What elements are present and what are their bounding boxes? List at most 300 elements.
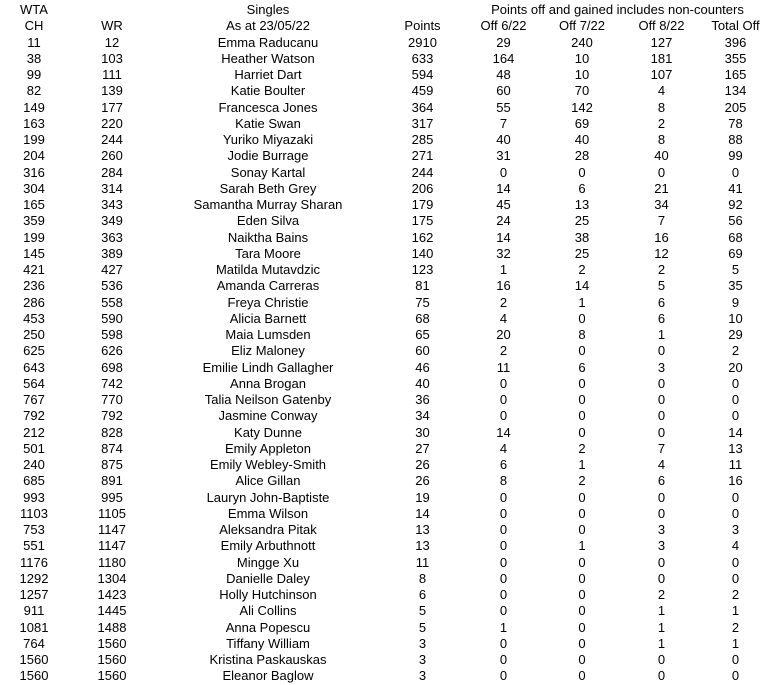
world-ranking-cell: 220 (101, 115, 123, 131)
world-ranking-cell: 891 (101, 473, 123, 489)
table-row (0, 83, 770, 99)
off-7-22-cell: 142 (571, 99, 593, 115)
career-high-cell: 1081 (19, 619, 49, 635)
off-6-22-cell: 32 (496, 245, 511, 261)
world-ranking-cell: 995 (101, 489, 123, 505)
career-high-cell: 643 (23, 359, 45, 375)
off-8-22-cell: 0 (657, 570, 666, 586)
total-off-cell: 88 (728, 132, 743, 147)
singles-label: Singles (246, 2, 290, 17)
career-high-cell: 145 (23, 245, 45, 261)
career-high-cell: 38 (26, 50, 42, 66)
world-ranking-cell: 742 (101, 375, 123, 391)
off-8-22-cell: 181 (650, 50, 673, 66)
off-7-22-cell: 0 (578, 164, 586, 180)
player-name-cell: Anna Brogan (230, 375, 306, 391)
career-high-cell: 236 (23, 278, 45, 294)
off-6-22-cell: 31 (496, 148, 511, 164)
points-cell: 26 (415, 473, 430, 489)
off-7-22-cell: 25 (574, 245, 590, 261)
off-6-22-cell: 48 (496, 67, 511, 82)
points-cell: 81 (415, 278, 430, 294)
table-header-columns (0, 18, 770, 34)
table-row (0, 132, 770, 148)
player-name-cell: Samantha Murray Sharan (193, 197, 343, 212)
total-off-cell: 14 (728, 424, 743, 440)
off-7-22-cell: 0 (578, 570, 586, 586)
wta-label: WTA (20, 2, 48, 17)
world-ranking-cell: 598 (101, 327, 123, 342)
player-name-cell: Talia Neilson Gatenby (204, 392, 332, 407)
career-high-cell: 1176 (20, 554, 48, 570)
points-cell: 11 (415, 554, 430, 570)
total-off-cell: 0 (731, 554, 740, 570)
column-header-wr: WR (101, 18, 123, 34)
points-cell: 36 (415, 392, 430, 407)
total-off-cell: 0 (731, 375, 740, 391)
off-7-22-cell: 0 (578, 505, 586, 521)
off-7-22-cell: 0 (578, 343, 586, 359)
world-ranking-cell: 874 (101, 440, 123, 456)
total-off-cell: 1 (731, 635, 740, 651)
table-header-top (0, 2, 770, 18)
table-row (0, 262, 770, 278)
column-header-points: Points (404, 18, 441, 34)
table-row (0, 668, 770, 684)
off-8-22-cell: 6 (657, 310, 666, 326)
world-ranking-cell: 1560 (97, 668, 127, 684)
world-ranking-cell: 1304 (97, 570, 127, 586)
world-ranking-cell: 1445 (97, 603, 127, 619)
off-8-22-cell: 2 (657, 262, 666, 277)
off-7-22-cell: 240 (571, 34, 593, 50)
off-7-22-cell: 0 (578, 310, 586, 326)
table-row (0, 311, 770, 327)
off-7-22-cell: 1 (578, 538, 586, 554)
off-6-22-cell: 0 (499, 375, 508, 391)
off-7-22-cell: 14 (574, 278, 590, 294)
world-ranking-cell: 536 (101, 278, 123, 294)
off-8-22-cell: 0 (657, 164, 666, 180)
world-ranking-cell: 1180 (98, 554, 126, 570)
points-cell: 594 (411, 67, 434, 82)
points-cell: 13 (415, 522, 430, 537)
points-cell: 34 (415, 408, 430, 424)
off-6-22-cell: 0 (499, 587, 508, 602)
points-cell: 14 (415, 505, 430, 521)
world-ranking-cell: 111 (102, 67, 122, 82)
player-name-cell: Aleksandra Pitak (219, 522, 317, 537)
total-off-cell: 29 (728, 327, 743, 342)
total-off-cell: 355 (724, 50, 747, 66)
player-name-cell: Alice Gillan (235, 473, 301, 489)
player-name-cell: Mingge Xu (236, 554, 300, 570)
player-name-cell: Emma Wilson (227, 505, 309, 521)
off-7-22-cell: 69 (574, 115, 590, 131)
off-6-22-cell: 0 (499, 635, 508, 651)
total-off-cell: 3 (731, 522, 740, 537)
off-8-22-cell: 1 (657, 603, 666, 619)
world-ranking-cell: 314 (101, 180, 123, 196)
off-7-22-cell: 25 (574, 213, 590, 229)
column-header-ch: CH (24, 18, 44, 34)
off-7-22-cell: 40 (574, 132, 590, 147)
points-cell: 26 (415, 457, 430, 472)
world-ranking-cell: 389 (101, 245, 123, 261)
points-cell: 5 (418, 603, 427, 619)
off-8-22-cell: 0 (657, 668, 666, 684)
career-high-cell: 911 (23, 603, 45, 619)
player-name-cell: Sonay Kartal (230, 164, 306, 180)
career-high-cell: 453 (23, 310, 45, 326)
off-8-22-cell: 7 (657, 213, 666, 229)
player-name-cell: Emily Appleton (225, 440, 311, 456)
world-ranking-cell: 770 (101, 392, 123, 407)
career-high-cell: 250 (23, 327, 45, 342)
off-6-22-cell: 2 (499, 294, 508, 310)
total-off-cell: 16 (728, 473, 743, 489)
career-high-cell: 421 (23, 262, 45, 277)
total-off-cell: 92 (728, 197, 743, 212)
career-high-cell: 212 (23, 424, 45, 440)
off-7-22-cell: 6 (578, 359, 586, 375)
world-ranking-cell: 1147 (98, 522, 126, 537)
career-high-cell: 764 (23, 635, 45, 651)
player-name-cell: Sarah Beth Grey (219, 180, 317, 196)
off-6-22-cell: 0 (499, 522, 508, 537)
off-7-22-cell: 0 (578, 554, 586, 570)
off-8-22-cell: 1 (657, 619, 666, 635)
off-7-22-cell: 13 (574, 197, 590, 212)
off-6-22-cell: 0 (499, 652, 508, 667)
points-note-label: Points off and gained includes non-counters (491, 2, 744, 17)
player-name-cell: Emma Raducanu (217, 34, 319, 50)
off-7-22-cell: 28 (574, 148, 590, 164)
off-8-22-cell: 0 (657, 554, 666, 570)
column-header-total-off: Total Off (711, 18, 760, 34)
points-cell: 459 (411, 83, 434, 99)
off-8-22-cell: 6 (657, 294, 666, 310)
table-row (0, 51, 770, 67)
table-row (0, 165, 770, 181)
off-7-22-cell: 0 (578, 522, 586, 537)
points-cell: 30 (415, 424, 430, 440)
off-8-22-cell: 12 (654, 245, 669, 261)
table-row (0, 343, 770, 359)
player-name-cell: Anna Popescu (225, 619, 311, 635)
career-high-cell: 685 (23, 473, 45, 489)
table-row (0, 327, 770, 343)
off-7-22-cell: 0 (578, 392, 586, 407)
career-high-cell: 625 (23, 343, 45, 359)
off-8-22-cell: 5 (657, 278, 666, 294)
total-off-cell: 0 (731, 392, 740, 407)
points-cell: 364 (411, 99, 434, 115)
career-high-cell: 316 (23, 164, 45, 180)
player-name-cell: Eleanor Baglow (222, 668, 314, 684)
player-name-cell: Matilda Mutavdzic (215, 262, 321, 277)
table-row (0, 376, 770, 392)
world-ranking-cell: 875 (101, 457, 123, 472)
total-off-cell: 205 (724, 99, 747, 115)
career-high-cell: 1292 (19, 570, 49, 586)
total-off-cell: 41 (728, 180, 743, 196)
off-8-22-cell: 21 (654, 180, 669, 196)
world-ranking-cell: 139 (101, 83, 123, 99)
off-6-22-cell: 0 (499, 164, 508, 180)
total-off-cell: 35 (728, 278, 743, 294)
career-high-cell: 82 (26, 83, 42, 99)
off-8-22-cell: 8 (657, 99, 666, 115)
off-6-22-cell: 7 (499, 115, 508, 131)
off-8-22-cell: 34 (654, 197, 669, 212)
player-name-cell: Jasmine Conway (218, 408, 318, 424)
world-ranking-cell: 349 (101, 213, 123, 229)
total-off-cell: 0 (731, 408, 740, 424)
table-row (0, 506, 770, 522)
off-7-22-cell: 0 (578, 424, 586, 440)
career-high-cell: 204 (23, 148, 45, 164)
table-row (0, 652, 770, 668)
world-ranking-cell: 626 (101, 343, 123, 359)
off-8-22-cell: 1 (657, 635, 666, 651)
off-7-22-cell: 0 (578, 635, 586, 651)
player-name-cell: Emily Arbuthnott (220, 538, 316, 554)
off-6-22-cell: 2 (499, 343, 508, 359)
total-off-cell: 11 (728, 457, 743, 472)
points-cell: 271 (411, 148, 434, 164)
world-ranking-cell: 1488 (97, 619, 127, 635)
column-header-off-6-22: Off 6/22 (480, 18, 527, 34)
player-name-cell: Eden Silva (236, 213, 300, 229)
career-high-cell: 304 (23, 180, 45, 196)
player-name-cell: Katy Dunne (234, 424, 302, 440)
off-6-22-cell: 60 (496, 83, 511, 99)
off-8-22-cell: 2 (657, 115, 666, 131)
world-ranking-cell: 177 (101, 99, 123, 115)
player-name-cell: Holly Hutchinson (219, 587, 317, 602)
off-8-22-cell: 107 (650, 67, 673, 82)
total-off-cell: 10 (728, 310, 743, 326)
points-cell: 179 (411, 197, 434, 212)
world-ranking-cell: 284 (101, 164, 123, 180)
off-7-22-cell: 0 (578, 668, 586, 684)
world-ranking-cell: 792 (101, 408, 123, 424)
header-spacer (68, 2, 156, 18)
off-7-22-cell: 0 (578, 375, 586, 391)
column-header-off-7-22: Off 7/22 (558, 18, 605, 34)
career-high-cell: 792 (23, 408, 45, 424)
table-row (0, 490, 770, 506)
off-6-22-cell: 0 (499, 392, 508, 407)
off-7-22-cell: 0 (578, 408, 586, 424)
points-cell: 3 (418, 668, 427, 684)
total-off-cell: 5 (731, 262, 740, 277)
off-8-22-cell: 40 (654, 148, 669, 164)
off-6-22-cell: 14 (496, 180, 511, 196)
off-7-22-cell: 6 (578, 180, 586, 196)
world-ranking-cell: 828 (101, 424, 123, 440)
points-cell: 6 (418, 587, 427, 602)
off-8-22-cell: 0 (657, 408, 666, 424)
off-6-22-cell: 1 (499, 619, 508, 635)
world-ranking-cell: 427 (101, 262, 123, 277)
career-high-cell: 199 (23, 132, 45, 147)
off-6-22-cell: 20 (496, 327, 511, 342)
career-high-cell: 551 (23, 538, 45, 554)
player-name-cell: Lauryn John-Baptiste (206, 489, 330, 505)
total-off-cell: 2 (731, 343, 740, 359)
off-6-22-cell: 0 (499, 668, 508, 684)
off-7-22-cell: 70 (574, 83, 590, 99)
total-off-cell: 2 (731, 619, 740, 635)
table-row (0, 360, 770, 376)
total-off-cell: 0 (731, 489, 740, 505)
off-6-22-cell: 45 (496, 197, 511, 212)
points-cell: 8 (418, 570, 427, 586)
career-high-cell: 149 (23, 99, 45, 115)
off-6-22-cell: 1 (499, 262, 508, 277)
table-row (0, 392, 770, 408)
table-row (0, 278, 770, 294)
world-ranking-cell: 698 (101, 359, 123, 375)
points-cell: 3 (418, 652, 427, 667)
player-name-cell: Heather Watson (221, 50, 315, 66)
off-8-22-cell: 1 (657, 327, 666, 342)
points-cell: 75 (415, 294, 430, 310)
world-ranking-cell: 103 (101, 50, 123, 66)
points-cell: 285 (411, 132, 434, 147)
off-8-22-cell: 6 (657, 473, 666, 489)
table-row (0, 571, 770, 587)
player-name-cell: Emilie Lindh Gallagher (202, 359, 334, 375)
table-row (0, 587, 770, 603)
player-name-cell: Tara Moore (235, 245, 301, 261)
off-8-22-cell: 0 (657, 424, 666, 440)
off-7-22-cell: 0 (578, 489, 586, 505)
off-6-22-cell: 24 (496, 213, 511, 229)
off-6-22-cell: 0 (499, 505, 508, 521)
player-name-cell: Freya Christie (227, 294, 309, 310)
off-7-22-cell: 38 (574, 229, 590, 245)
off-7-22-cell: 8 (578, 327, 586, 342)
total-off-cell: 2 (731, 587, 740, 602)
points-cell: 175 (411, 213, 434, 229)
off-8-22-cell: 3 (657, 538, 666, 554)
career-high-cell: 564 (23, 375, 45, 391)
off-7-22-cell: 2 (578, 473, 586, 489)
off-6-22-cell: 0 (499, 538, 508, 554)
career-high-cell: 163 (23, 115, 45, 131)
points-cell: 27 (415, 440, 430, 456)
career-high-cell: 165 (23, 197, 45, 212)
off-7-22-cell: 0 (578, 619, 586, 635)
total-off-cell: 0 (731, 570, 740, 586)
off-6-22-cell: 0 (499, 603, 508, 619)
points-cell: 140 (411, 245, 434, 261)
career-high-cell: 240 (23, 457, 45, 472)
player-name-cell: Danielle Daley (226, 570, 310, 586)
off-6-22-cell: 14 (496, 229, 511, 245)
table-row (0, 100, 770, 116)
table-row (0, 295, 770, 311)
off-8-22-cell: 127 (650, 34, 673, 50)
table-body (0, 35, 770, 685)
table-row (0, 230, 770, 246)
player-name-cell: Jodie Burrage (227, 148, 309, 164)
off-8-22-cell: 0 (657, 392, 666, 407)
table-row (0, 522, 770, 538)
player-name-cell: Harriet Dart (234, 67, 302, 82)
points-cell: 162 (411, 229, 434, 245)
total-off-cell: 134 (724, 83, 747, 99)
world-ranking-cell: 1423 (97, 587, 127, 602)
points-cell: 40 (415, 375, 430, 391)
world-ranking-cell: 1147 (98, 538, 126, 554)
world-ranking-cell: 558 (101, 294, 123, 310)
player-name-cell: Francesca Jones (218, 99, 318, 115)
table-row (0, 457, 770, 473)
total-off-cell: 0 (731, 164, 740, 180)
off-6-22-cell: 14 (496, 424, 511, 440)
off-7-22-cell: 0 (578, 603, 586, 619)
off-7-22-cell: 0 (578, 652, 586, 667)
table-row (0, 538, 770, 554)
table-row (0, 148, 770, 164)
table-row (0, 246, 770, 262)
off-8-22-cell: 16 (654, 229, 669, 245)
off-8-22-cell: 0 (657, 343, 666, 359)
total-off-cell: 0 (731, 668, 740, 684)
world-ranking-cell: 12 (104, 34, 120, 50)
points-cell: 5 (418, 619, 427, 635)
world-ranking-cell: 343 (101, 197, 123, 212)
off-6-22-cell: 11 (496, 359, 511, 375)
player-name-cell: Naiktha Bains (227, 229, 309, 245)
off-8-22-cell: 3 (657, 522, 666, 537)
career-high-cell: 1560 (19, 652, 49, 667)
total-off-cell: 13 (728, 440, 743, 456)
table-row (0, 441, 770, 457)
points-cell: 633 (411, 50, 434, 66)
player-name-cell: Eliz Maloney (231, 343, 305, 359)
world-ranking-cell: 260 (101, 148, 123, 164)
player-name-cell: Kristina Paskauskas (209, 652, 327, 667)
column-header-off-8-22: Off 8/22 (638, 18, 685, 34)
table-row (0, 425, 770, 441)
player-name-cell: Alicia Barnett (229, 310, 307, 326)
player-name-cell: Katie Boulter (230, 83, 306, 99)
table-row (0, 555, 770, 571)
off-8-22-cell: 0 (657, 652, 666, 667)
points-cell: 46 (415, 359, 430, 375)
points-cell: 206 (411, 180, 434, 196)
total-off-cell: 0 (731, 652, 740, 667)
table-row (0, 473, 770, 489)
off-8-22-cell: 0 (657, 489, 666, 505)
table-row (0, 197, 770, 213)
career-high-cell: 753 (23, 522, 45, 537)
table-row (0, 35, 770, 51)
total-off-cell: 396 (724, 34, 747, 50)
off-7-22-cell: 1 (578, 294, 586, 310)
player-name-cell: Maia Lumsden (225, 327, 311, 342)
table-row (0, 67, 770, 83)
total-off-cell: 0 (731, 505, 740, 521)
off-6-22-cell: 0 (499, 554, 508, 570)
off-6-22-cell: 4 (499, 440, 508, 456)
player-name-cell: Emily Webley-Smith (209, 457, 327, 472)
